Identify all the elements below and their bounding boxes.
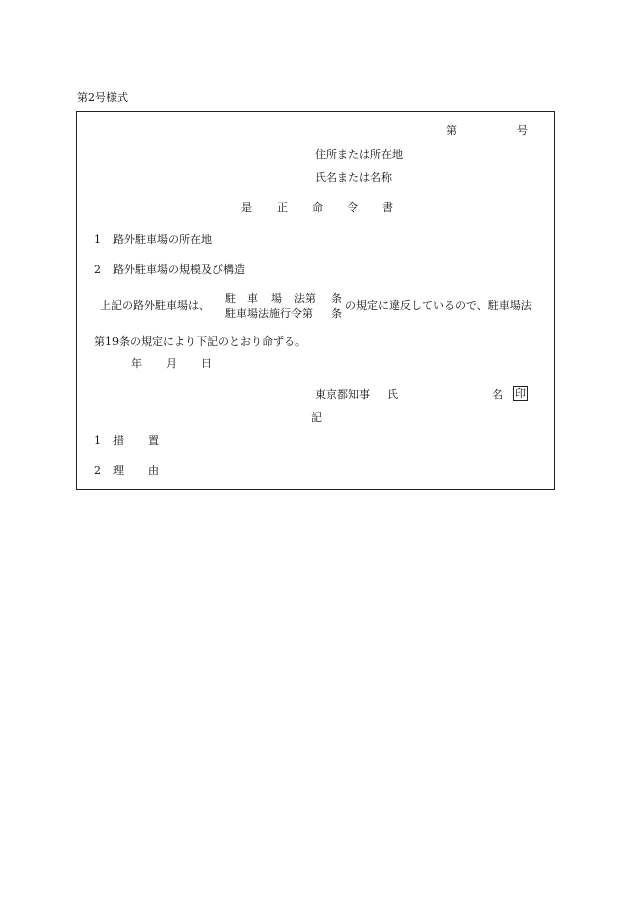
bottom-item-2-char-2: 由 — [148, 464, 159, 477]
number-prefix: 第 — [446, 124, 457, 137]
body-line2: 第19条の規定により下記のとおり命ずる。 — [94, 335, 306, 348]
seal-box — [513, 386, 528, 401]
seal-mark: 印 — [515, 387, 526, 400]
form-number-label: 第2号様式 — [77, 91, 128, 104]
body-lead: 上記の路外駐車場は、 — [100, 299, 210, 312]
date-year: 年 — [131, 357, 142, 370]
law-line2-end: 条 — [331, 307, 342, 320]
item-2-text: 路外駐車場の規模及び構造 — [113, 263, 245, 276]
date-day: 日 — [201, 357, 212, 370]
law-line1-char-4: 法第 — [294, 292, 316, 305]
ki-label: 記 — [311, 411, 322, 424]
bottom-item-1-char-1: 措 — [113, 434, 124, 447]
item-1-number: 1 — [94, 233, 101, 246]
name-label: 氏名または名称 — [315, 171, 392, 184]
title-char-2: 正 — [277, 201, 288, 214]
issuer-mei: 名 — [492, 388, 503, 401]
bottom-item-2-number: 2 — [94, 464, 101, 477]
law-line1-char-1: 駐 — [225, 292, 236, 305]
title-char-4: 令 — [347, 201, 358, 214]
item-2-number: 2 — [94, 263, 101, 276]
number-suffix: 号 — [517, 124, 528, 137]
bottom-item-1-char-2: 置 — [148, 434, 159, 447]
law-line2: 駐車場法施行令第 — [225, 307, 313, 320]
issuer-title: 東京都知事 — [315, 388, 370, 401]
address-label: 住所または所在地 — [315, 148, 403, 161]
title-char-1: 是 — [241, 201, 252, 214]
body-trail: の規定に違反しているので、駐車場法 — [345, 299, 532, 312]
bottom-item-1-number: 1 — [94, 434, 101, 447]
title-char-5: 書 — [382, 201, 393, 214]
date-month: 月 — [166, 357, 177, 370]
law-line1-char-2: 車 — [247, 292, 258, 305]
bottom-item-2-char-1: 理 — [113, 464, 124, 477]
issuer-shi: 氏 — [387, 388, 398, 401]
title-char-3: 命 — [312, 201, 323, 214]
item-1-text: 路外駐車場の所在地 — [113, 233, 212, 246]
law-line1-char-5: 条 — [331, 292, 342, 305]
law-line1-char-3: 場 — [271, 292, 282, 305]
